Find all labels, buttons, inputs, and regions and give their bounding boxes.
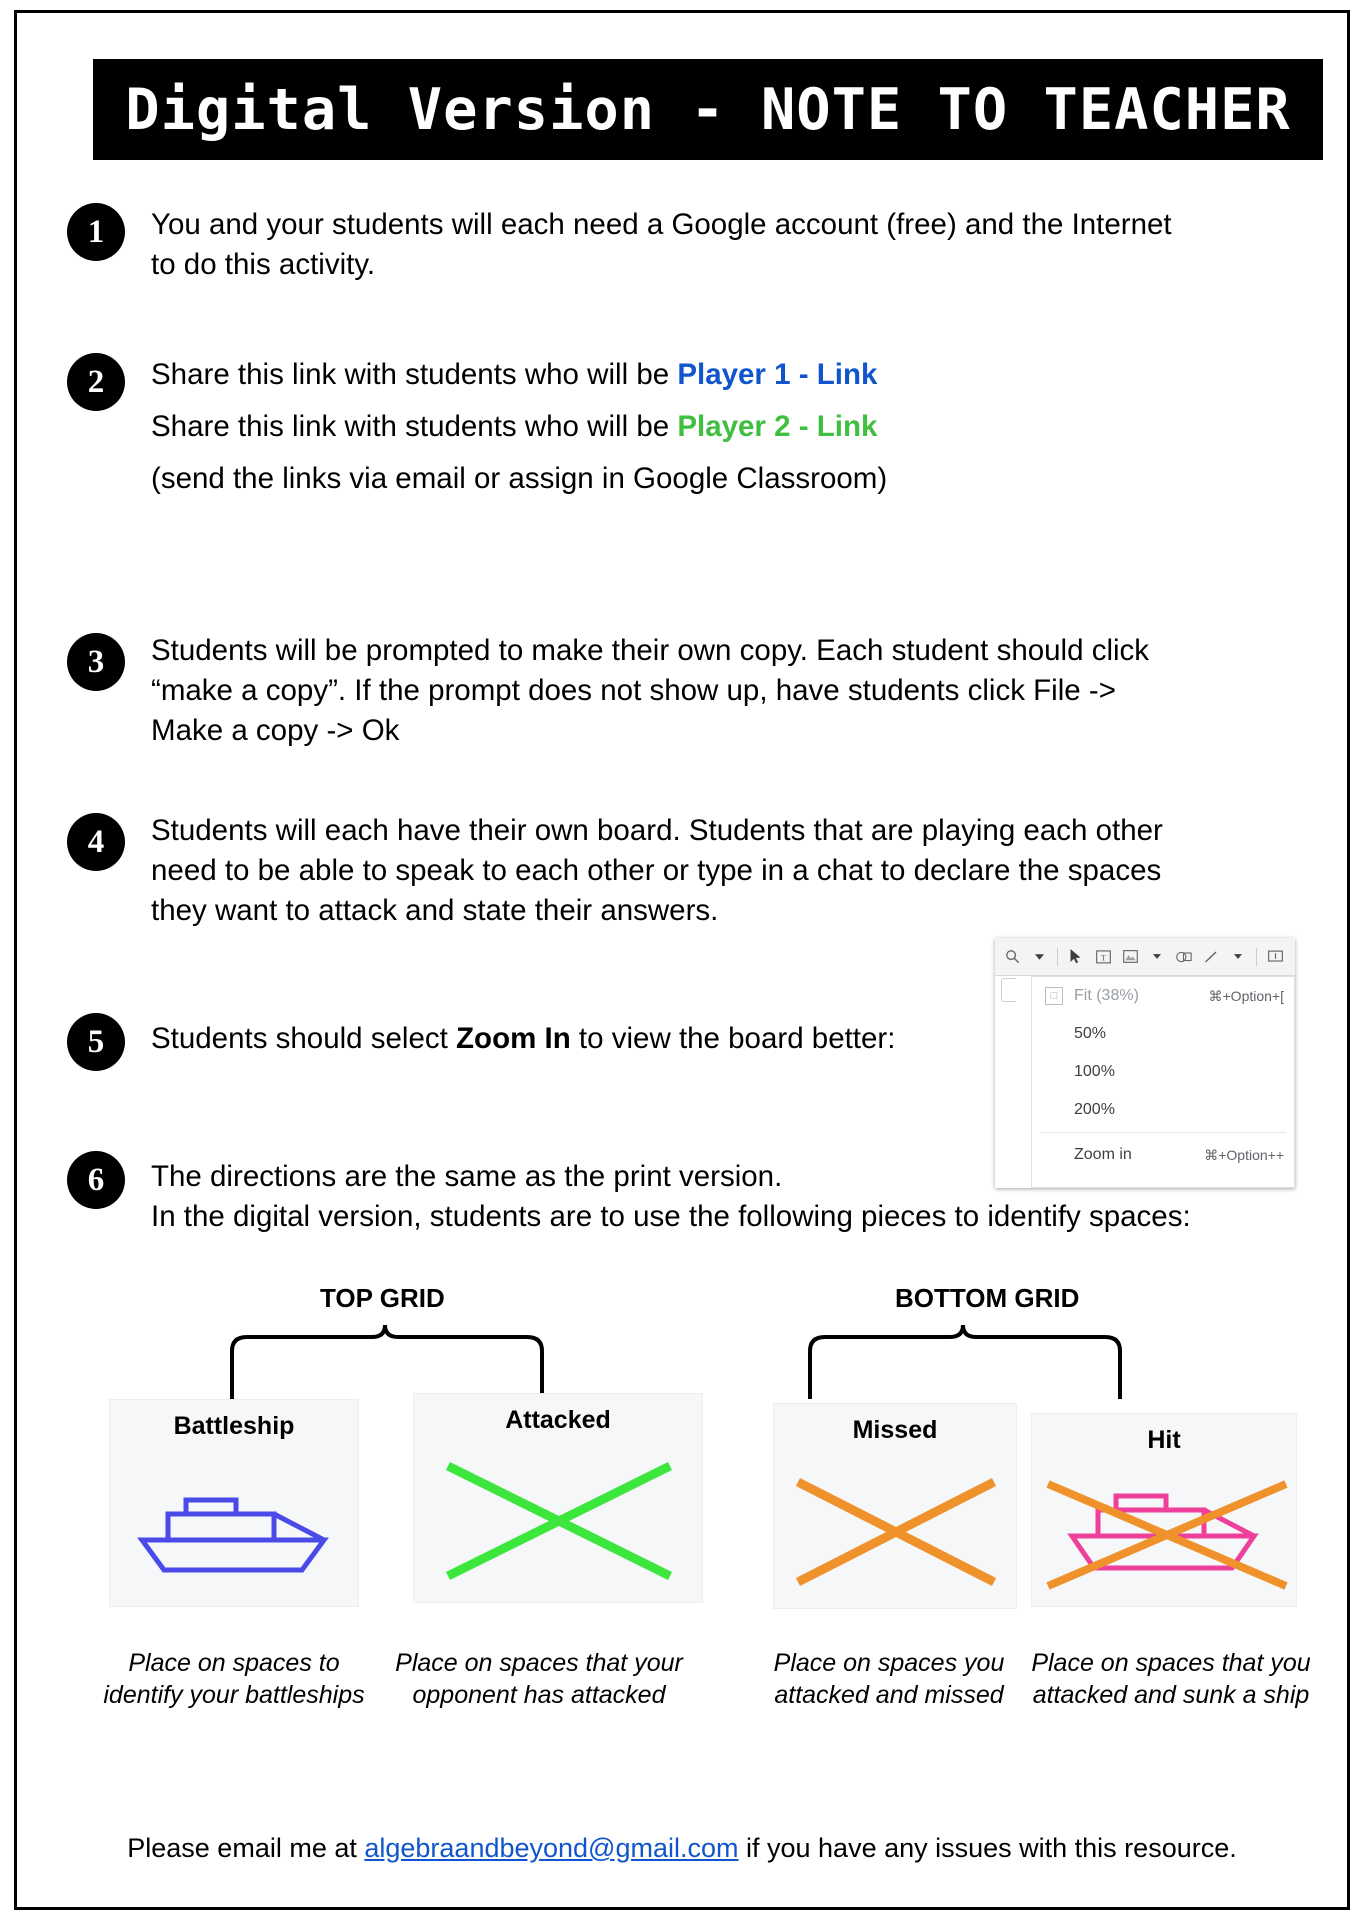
comment-icon[interactable]: [1266, 948, 1284, 966]
shape-icon[interactable]: [1175, 948, 1193, 966]
step-2-line-3: (send the links via email or assign in Google Classroom): [151, 461, 888, 495]
step-4-line-1: Students will each have their own board. Students that are playing each other: [151, 814, 1163, 847]
footer-contact: [17, 1833, 1347, 1864]
svg-text:T: T: [1100, 952, 1106, 962]
bottom-grid-brace: [795, 1321, 1135, 1401]
top-grid-label: TOP GRID: [320, 1283, 445, 1313]
toolbar-divider: [1256, 948, 1257, 966]
pink-ship-with-orange-x-icon: [1042, 1470, 1292, 1600]
zoom-menu-item-50[interactable]: [1032, 1015, 1294, 1053]
zoom-menu-item-fit[interactable]: [1032, 977, 1294, 1015]
chevron-down-icon[interactable]: [1148, 948, 1166, 966]
zoom-menu-item-shortcut: ⌘+Option++: [1204, 1146, 1284, 1163]
step-1-line-1: You and your students will each need a Google account (free) and the Internet: [151, 208, 1172, 241]
step-number-badge: 1: [67, 203, 125, 261]
bottom-grid-label: BOTTOM GRID: [895, 1283, 1080, 1313]
top-grid-brace: [217, 1321, 557, 1401]
piece-card-hit: [1031, 1413, 1297, 1607]
magnifier-icon[interactable]: [1003, 948, 1021, 966]
orange-x-icon: [790, 1470, 1002, 1594]
docs-toolbar: [995, 938, 1295, 976]
step-1-line-2: to do this activity.: [151, 247, 376, 281]
piece-title: Battleship: [173, 1412, 295, 1440]
step-4-line-2: need to be able to speak to each other or type in a chat to declare the spaces: [151, 853, 1162, 887]
step-number-badge: 4: [67, 813, 125, 871]
step-5-suffix: to view the board better:: [570, 1022, 896, 1055]
zoom-menu-item-label: 200%: [1074, 1101, 1115, 1118]
piece-caption-missed: Place on spaces you attacked and missed: [773, 1649, 1005, 1709]
piece-card-missed: [773, 1403, 1017, 1609]
zoom-menu-item-shortcut: ⌘+Option+[: [1208, 987, 1284, 1004]
cursor-arrow-icon[interactable]: [1067, 948, 1085, 966]
step-4-line-3: they want to attack and state their answers.: [151, 893, 719, 927]
step-5-prefix: Students should select: [151, 1022, 457, 1055]
text-box-icon[interactable]: [1094, 948, 1112, 966]
zoom-menu-item-label: Zoom in: [1074, 1146, 1132, 1163]
zoom-menu-item-100[interactable]: [1032, 1053, 1294, 1091]
step-3-line-3: Make a copy -> Ok: [151, 713, 400, 747]
step-3-line-1: Students will be prompted to make their own copy. Each student should click: [151, 634, 1150, 667]
chevron-down-icon[interactable]: [1030, 948, 1048, 966]
step-2-text: [151, 355, 1311, 498]
piece-title: Hit: [1147, 1426, 1181, 1454]
image-icon[interactable]: [1121, 948, 1139, 966]
piece-title: Attacked: [505, 1406, 611, 1434]
line-icon[interactable]: [1202, 948, 1220, 966]
piece-title: Missed: [852, 1416, 938, 1444]
zoom-menu-screenshot: [995, 938, 1295, 1188]
checkbox-icon: □: [1045, 987, 1063, 1005]
worksheet-page: [14, 10, 1350, 1910]
email-link[interactable]: algebraandbeyond@gmail.com: [364, 1833, 739, 1863]
step-5-bold: Zoom In: [456, 1022, 571, 1055]
zoom-menu-item-label: 50%: [1074, 1025, 1107, 1042]
step-2-line-2-prefix: Share this link with students who will be: [151, 409, 678, 443]
page-title-banner: [93, 59, 1323, 160]
green-x-icon: [440, 1456, 678, 1586]
chevron-down-icon[interactable]: [1229, 948, 1247, 966]
footer-suffix: if you have any issues with this resource.: [738, 1833, 1237, 1863]
step-6-text: [151, 1157, 1351, 1237]
step-number-badge: 5: [67, 1013, 125, 1071]
zoom-menu-item-label: Fit (38%): [1074, 987, 1139, 1004]
piece-card-battleship: [109, 1399, 359, 1607]
step-number-badge: 6: [67, 1151, 125, 1209]
piece-caption-attacked: Place on spaces that your opponent has attacked: [395, 1649, 683, 1709]
step-5-text: [151, 1019, 1011, 1059]
zoom-menu-item-label: 100%: [1074, 1063, 1115, 1080]
step-number-badge: 2: [67, 353, 125, 411]
player-2-link[interactable]: Player 2 - Link: [677, 409, 878, 443]
piece-card-attacked: [413, 1393, 703, 1603]
page-title: Digital Version - NOTE TO TEACHER: [125, 76, 1291, 143]
piece-caption-battleship: Place on spaces to identify your battleships: [103, 1649, 365, 1709]
step-3-text: [151, 631, 1331, 750]
step-2-line-1-prefix: Share this link with students who will be: [151, 358, 678, 391]
step-6-line-1: The directions are the same as the print version.: [151, 1160, 783, 1193]
piece-caption-hit: Place on spaces that you attacked and sunk a ship: [1031, 1649, 1311, 1709]
step-4-text: [151, 811, 1341, 930]
footer-prefix: Please email me at: [127, 1833, 365, 1863]
step-1-text: [151, 205, 1311, 285]
player-1-link[interactable]: Player 1 - Link: [677, 358, 878, 391]
zoom-menu-item-200[interactable]: [1032, 1091, 1294, 1129]
step-3-line-2: “make a copy”. If the prompt does not show up, have students click File ->: [151, 673, 1116, 707]
menu-divider: [1040, 1132, 1286, 1133]
step-6-line-2: In the digital version, students are to use the following pieces to identify spaces:: [151, 1199, 1191, 1233]
battleship-ship-icon: [124, 1466, 346, 1586]
toolbar-divider: [1057, 948, 1058, 966]
step-number-badge: 3: [67, 633, 125, 691]
